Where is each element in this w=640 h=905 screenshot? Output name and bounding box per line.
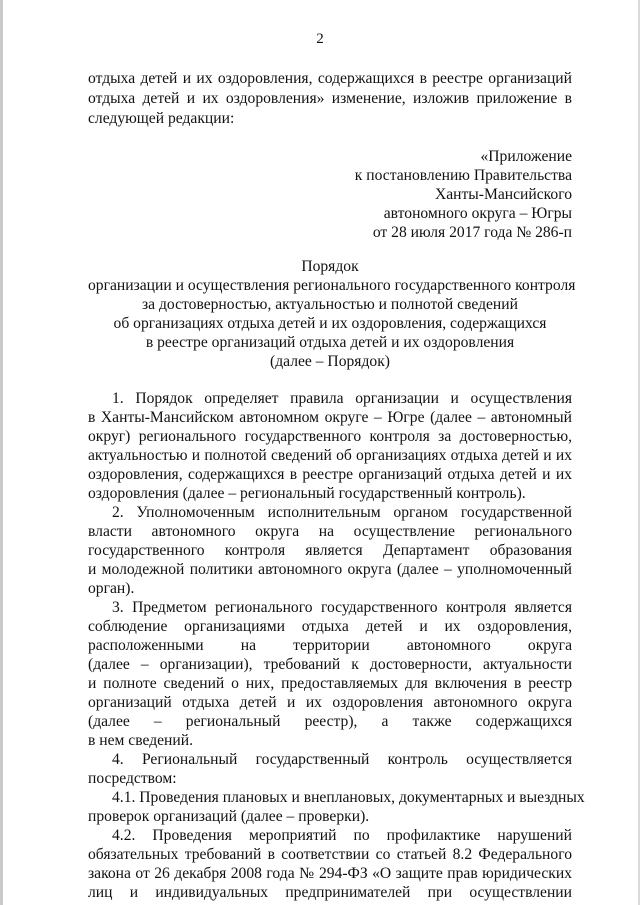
scan-left-edge <box>0 0 3 905</box>
body-line: оздоровления, содержащихся в реестре организаций отдыха детей и их <box>88 466 572 483</box>
body-line: 1. Порядок определяет правила организации и осуществления <box>112 390 572 407</box>
body-line: 4. Региональный государственный контроль осуществляется <box>112 751 572 768</box>
title-line: об организациях отдыха детей и их оздоровления, содержащихся <box>113 315 547 332</box>
document-title: Порядок <box>301 258 359 275</box>
appendix-header-line: Ханты-Мансийского <box>434 186 572 203</box>
body-line: посредством: <box>88 770 177 787</box>
appendix-header-line: от 28 июля 2017 года № 286-п <box>372 224 572 241</box>
body-line: 4.1. Проведения плановых и внеплановых, документарных и выездных <box>112 789 585 806</box>
intro-line: отдыха детей и их оздоровления» изменение, изложив приложение в <box>88 90 572 107</box>
title-line: организации и осуществления регионального государственного контроля <box>88 277 576 294</box>
appendix-header-line: автономного округа – Югры <box>383 205 572 222</box>
body-line: расположенными на территории автономного округа <box>88 637 572 654</box>
body-line: соблюдение организациями отдыха детей и их оздоровления, <box>88 618 572 635</box>
intro-line: отдыха детей и их оздоровления, содержащихся в реестре организаций <box>88 70 572 87</box>
body-line: 4.2. Проведения мероприятий по профилактике нарушений <box>112 827 572 844</box>
intro-line: следующей редакции: <box>88 110 235 127</box>
body-line: организаций отдыха детей и их оздоровления автономного округа <box>88 694 572 711</box>
title-line: (далее – Порядок) <box>270 353 390 370</box>
body-line: 2. Уполномоченным исполнительным органом государственной <box>112 504 572 521</box>
body-line: (далее – региональный реестр), а также содержащихся <box>88 713 572 730</box>
body-line: округ) регионального государственного контроля за достоверностью, <box>88 428 572 445</box>
body-line: оздоровления (далее – региональный государственный контроль). <box>88 485 526 502</box>
body-line: (далее – организации), требований к достоверности, актуальности <box>88 656 572 673</box>
body-line: государственного контроля является Департамент образования <box>88 542 572 559</box>
appendix-header-line: «Приложение <box>480 148 572 165</box>
body-line: власти автономного округа на осуществление регионального <box>88 523 572 540</box>
body-line: закона от 26 декабря 2008 года № 294-ФЗ «О защите прав юридических <box>88 865 572 882</box>
body-line: и молодежной политики автономного округа (далее – уполномоченный <box>88 561 572 578</box>
body-line: лиц и индивидуальных предпринимателей при осуществлении <box>88 884 572 901</box>
appendix-header-line: к постановлению Правительства <box>354 167 572 184</box>
body-line: в нем сведений. <box>88 732 193 749</box>
title-line: в реестре организаций отдыха детей и их оздоровления <box>145 334 515 351</box>
body-line: проверок организаций (далее – проверки). <box>88 808 370 825</box>
body-line: орган). <box>88 580 135 597</box>
title-line: за достоверностью, актуальностью и полнотой сведений <box>142 296 518 313</box>
page-number: 2 <box>316 31 324 47</box>
body-line: и полноте сведений о них, предоставляемых для включения в реестр <box>88 675 572 692</box>
body-line: актуальностью и полнотой сведений об организациях отдыха детей и их <box>88 447 572 464</box>
body-line: в Ханты-Мансийском автономном округе – Югре (далее – автономный <box>88 409 572 426</box>
body-line: 3. Предметом регионального государственного контроля является <box>112 599 572 616</box>
body-line: обязательных требований в соответствии со статьей 8.2 Федерального <box>88 846 572 863</box>
